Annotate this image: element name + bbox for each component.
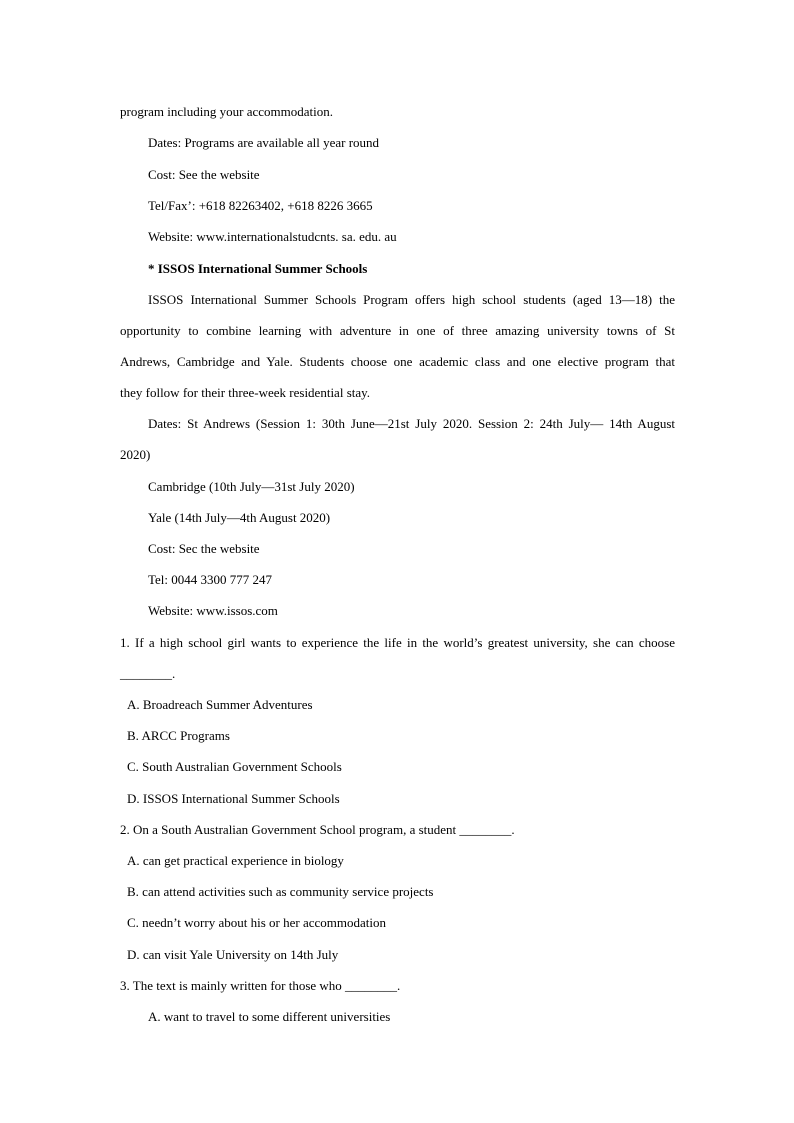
question-2-stem: 2. On a South Australian Government School program, a student ________. xyxy=(120,822,515,837)
issos-tel: Tel: 0044 3300 777 247 xyxy=(148,572,273,587)
question-1-option-b: B. ARCC Programs xyxy=(127,728,230,743)
issos-heading: * ISSOS International Summer Schools xyxy=(148,261,368,276)
sa-cost: Cost: See the website xyxy=(148,167,260,182)
question-2-option-b: B. can attend activities such as community service projects xyxy=(127,884,434,899)
question-1-option-c: C. South Australian Government Schools xyxy=(127,759,342,774)
continuation-text: program including your accommodation. xyxy=(120,104,334,119)
sa-tel: Tel/Fax’: +618 82263402, +618 8226 3665 xyxy=(148,198,373,213)
issos-paragraph-line-2: opportunity to combine learning with adventure in one of three amazing university towns of St xyxy=(120,323,675,338)
question-2-option-d: D. can visit Yale University on 14th July xyxy=(127,947,339,962)
sa-website: Website: www.internationalstudcnts. sa. edu. au xyxy=(148,229,397,244)
question-2-option-c: C. needn’t worry about his or her accommodation xyxy=(127,915,386,930)
issos-website: Website: www.issos.com xyxy=(148,603,278,618)
issos-dates-line-2: 2020) xyxy=(120,447,151,462)
question-3-option-a: A. want to travel to some different universities xyxy=(148,1009,391,1024)
issos-paragraph-line-4: they follow for their three-week residential stay. xyxy=(120,385,371,400)
question-1-option-d: D. ISSOS International Summer Schools xyxy=(127,791,340,806)
question-1-blank: ________. xyxy=(120,666,176,681)
issos-cost: Cost: Sec the website xyxy=(148,541,260,556)
question-2-option-a: A. can get practical experience in biology xyxy=(127,853,344,868)
issos-paragraph-line-1: ISSOS International Summer Schools Program offers high school students (aged 13—18) the xyxy=(148,292,675,307)
question-1-option-a: A. Broadreach Summer Adventures xyxy=(127,697,313,712)
issos-cambridge-dates: Cambridge (10th July—31st July 2020) xyxy=(148,479,355,494)
question-3-stem: 3. The text is mainly written for those who ________. xyxy=(120,978,401,993)
issos-dates-line-1: Dates: St Andrews (Session 1: 30th June—21st July 2020. Session 2: 24th July— 14th August xyxy=(148,416,675,431)
issos-yale-dates: Yale (14th July—4th August 2020) xyxy=(148,510,331,525)
sa-dates: Dates: Programs are available all year round xyxy=(148,135,380,150)
question-1-stem: 1. If a high school girl wants to experience the life in the world’s greatest university, she can choose xyxy=(120,635,675,650)
issos-paragraph-line-3: Andrews, Cambridge and Yale. Students choose one academic class and one elective program that xyxy=(120,354,675,369)
